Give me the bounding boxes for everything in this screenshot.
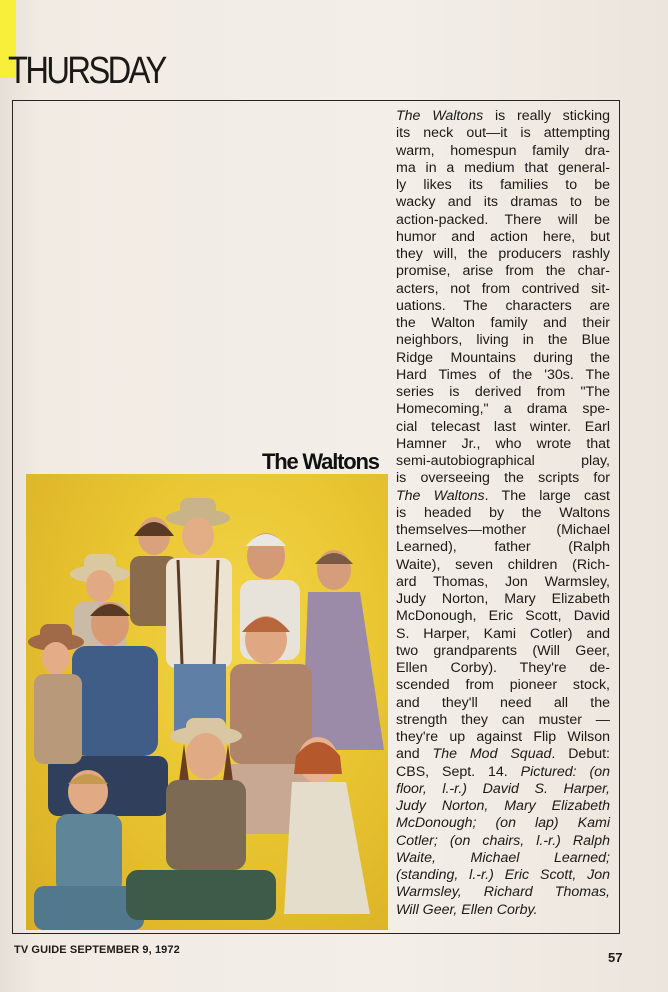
article-line: they will, the producers rashly — [396, 246, 610, 262]
article-line: strength they can muster — — [396, 711, 610, 728]
article-line: Ridge Mountains during the — [396, 349, 610, 366]
article-line: McDonough; (on lap) Kami — [396, 815, 610, 832]
article-line: neighbors, living in the Blue — [396, 332, 610, 349]
article-line: and they'll need all the — [396, 694, 610, 711]
article-line: acters, not from contrived sit- — [396, 280, 610, 297]
figure-girl-hat-left — [28, 624, 84, 764]
article-line: they're up against Flip Wilson — [396, 729, 610, 745]
article-line: McDonough, Eric Scott, David — [396, 608, 610, 625]
article-line: cial telecast last winter. Earl — [396, 418, 610, 435]
figure-richard-thomas — [166, 498, 232, 734]
cast-photo — [26, 474, 388, 930]
article-line: Waite, Michael Learned; — [396, 849, 610, 866]
figure-girl-red-hair — [284, 737, 370, 914]
article-line: series is derived from "The — [396, 384, 610, 400]
show-title: The Waltons — [262, 449, 379, 474]
article-line: action-packed. There will be — [396, 211, 610, 228]
article-line: Hard Times of the '30s. The — [396, 366, 610, 383]
article-line: Cotler; (on chairs, l.-r.) Ralph — [396, 832, 610, 849]
article-line: is headed by the Waltons — [396, 504, 610, 521]
article-line: ard Thomas, Jon Warmsley, — [396, 573, 610, 590]
page-number: 57 — [608, 950, 623, 965]
article-line: Ellen Corby). They're de- — [396, 660, 610, 676]
article-line: floor, l.-r.) David S. Harper, — [396, 780, 610, 797]
article-line: Waite), seven children (Rich- — [396, 556, 610, 573]
article-line: ly likes its families to be — [396, 177, 610, 193]
article-line: Will Geer, Ellen Corby. — [396, 901, 538, 918]
article-line: The Waltons. The large cast — [396, 487, 610, 504]
article-line: the Walton family and their — [396, 315, 610, 331]
article-line: Learned), father (Ralph — [396, 539, 610, 556]
article-line: Homecoming," a drama spe- — [396, 401, 610, 418]
cast-photo-illustration — [26, 474, 388, 930]
article-line: Hamner Jr., who wrote that — [396, 435, 610, 452]
article-line: its neck out—it is attempting — [396, 125, 610, 142]
article-line: ma in a medium that general- — [396, 159, 610, 176]
day-heading: THURSDAY — [8, 50, 165, 92]
article-text — [396, 108, 610, 919]
article-line: warm, homespun family dra- — [396, 142, 610, 159]
article-line: humor and action here, but — [396, 228, 610, 245]
article-line: Judy Norton, Mary Elizabeth — [396, 591, 610, 607]
article-line: Warmsley, Richard Thomas, — [396, 884, 610, 901]
article-line: (standing, l.-r.) Eric Scott, Jon — [396, 867, 610, 883]
article-line: uations. The characters are — [396, 297, 610, 314]
article-line: The Waltons is really sticking — [396, 108, 610, 124]
footer-publication: TV GUIDE SEPTEMBER 9, 1972 — [14, 944, 180, 956]
article-line: is overseeing the scripts for — [396, 470, 610, 487]
article-line: CBS, Sept. 14. Pictured: (on — [396, 763, 611, 780]
article-line: scended from pioneer stock, — [396, 677, 610, 694]
article-line: and The Mod Squad. Debut: — [396, 746, 610, 763]
article-line: two grandparents (Will Geer, — [396, 642, 610, 659]
figure-grandmother — [302, 550, 384, 750]
article-line: semi-autobiographical play, — [396, 453, 610, 469]
article-line: promise, arise from the char- — [396, 263, 610, 280]
article-line: wacky and its dramas to be — [396, 194, 610, 211]
article-line: Judy Norton, Mary Elizabeth — [396, 798, 610, 814]
article-line: themselves—mother (Michael — [396, 522, 610, 538]
article-line: S. Harper, Kami Cotler) and — [396, 625, 610, 642]
